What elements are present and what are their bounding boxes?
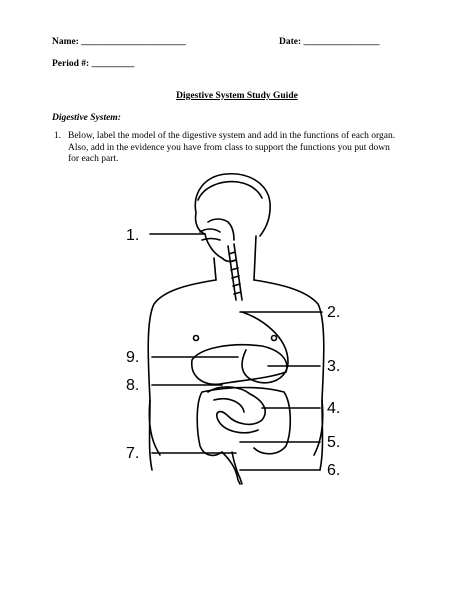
- diagram-label-4: 4.: [327, 400, 341, 417]
- esophagus: [228, 244, 242, 300]
- nipple-left: [194, 336, 199, 341]
- diagram-label-8: 8.: [126, 377, 140, 394]
- neck-outline: [214, 236, 256, 280]
- nipple-right: [272, 336, 277, 341]
- small-intestine: [208, 387, 265, 433]
- diagram-label-6: 6.: [327, 462, 341, 479]
- question-text: Below, label the model of the digestive system and add in the functions of each organ. Also, add in the evidence you have from class to support the functions you put down for each part.: [68, 131, 396, 164]
- date-field-label: Date: ________________: [279, 37, 380, 47]
- page-title: Digestive System Study Guide: [176, 91, 298, 101]
- head-outline: [195, 174, 270, 236]
- diagram-label-2: 2.: [327, 304, 341, 321]
- diagram-label-7: 7.: [126, 445, 140, 462]
- name-field-label: Name: ______________________: [52, 37, 186, 47]
- diagram-label-5: 5.: [327, 434, 341, 451]
- period-field-label: Period #: _________: [52, 59, 135, 69]
- diagram-label-3: 3.: [327, 358, 341, 375]
- section-heading: Digestive System:: [52, 113, 121, 123]
- diagram-label-9: 9.: [126, 349, 140, 366]
- diagram-label-1: 1.: [126, 227, 140, 244]
- hair-icon: [198, 182, 262, 200]
- question-number: 1.: [54, 131, 62, 141]
- liver: [192, 345, 287, 384]
